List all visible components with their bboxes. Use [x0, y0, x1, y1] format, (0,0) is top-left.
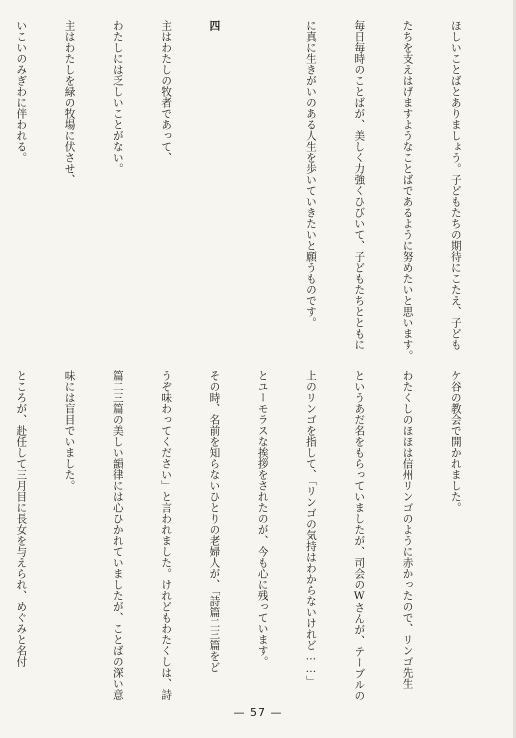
psalm-line: 主はわたしの牧者であって、 [160, 20, 173, 163]
text-line: わたくしのほほは信州リンゴのように赤かったので、リンゴ先生 [401, 370, 414, 689]
text-line: ほしいことばとありましょう。子どもたちの期待にこたえ、子ども [449, 20, 462, 350]
psalm-line: わたしには乏しいことがない。 [111, 20, 124, 174]
text-line: 味には盲目でいました。 [63, 370, 76, 491]
section-heading: 四 [208, 20, 221, 31]
top-text-section [0, 20, 496, 361]
text-line: 篇二三篇の美しい韻律には心ひかれていましたが、ことばの深い意 [111, 370, 124, 700]
text-line: その時、名前を知らないひとりの老婦人が、「詩篇二三篇をど [208, 370, 221, 673]
page-number: — 57 — [233, 706, 283, 719]
bottom-text-section [0, 370, 496, 702]
text-line: ところが、赴任して三月目に長女を与えられ、めぐみと名付 [15, 370, 28, 667]
blank-line [255, 20, 271, 335]
text-line: とユーモラスな挨拶をされたのが、今も心に残っています。 [256, 370, 269, 667]
text-line: 毎日毎時のことばが、美しく力強くひびいて、子どもたちとともに [353, 20, 366, 350]
psalm-line: 主はわたしを緑の牧場に伏させ、 [63, 20, 76, 185]
text-line: というあだ名をもらっていましたが、司会のWさんが、テーブルの [353, 370, 366, 702]
text-line: うぞ味わってください」と言われました。けれどもわたくしは、詩 [160, 370, 173, 700]
text-line: 上のリンゴを指して、「リンゴの気持はわからないけれど……」 [304, 370, 317, 687]
text-line: ケ谷の教会で開かれました。 [449, 370, 462, 513]
text-line: に真に生きがいのある人生を歩いていきたいと願うものです。 [304, 20, 317, 328]
text-line: たちを支えはげますようなことばであるように努めたいと思います。 [401, 20, 414, 361]
psalm-line: いこいのみぎわに伴われる。 [15, 20, 28, 163]
